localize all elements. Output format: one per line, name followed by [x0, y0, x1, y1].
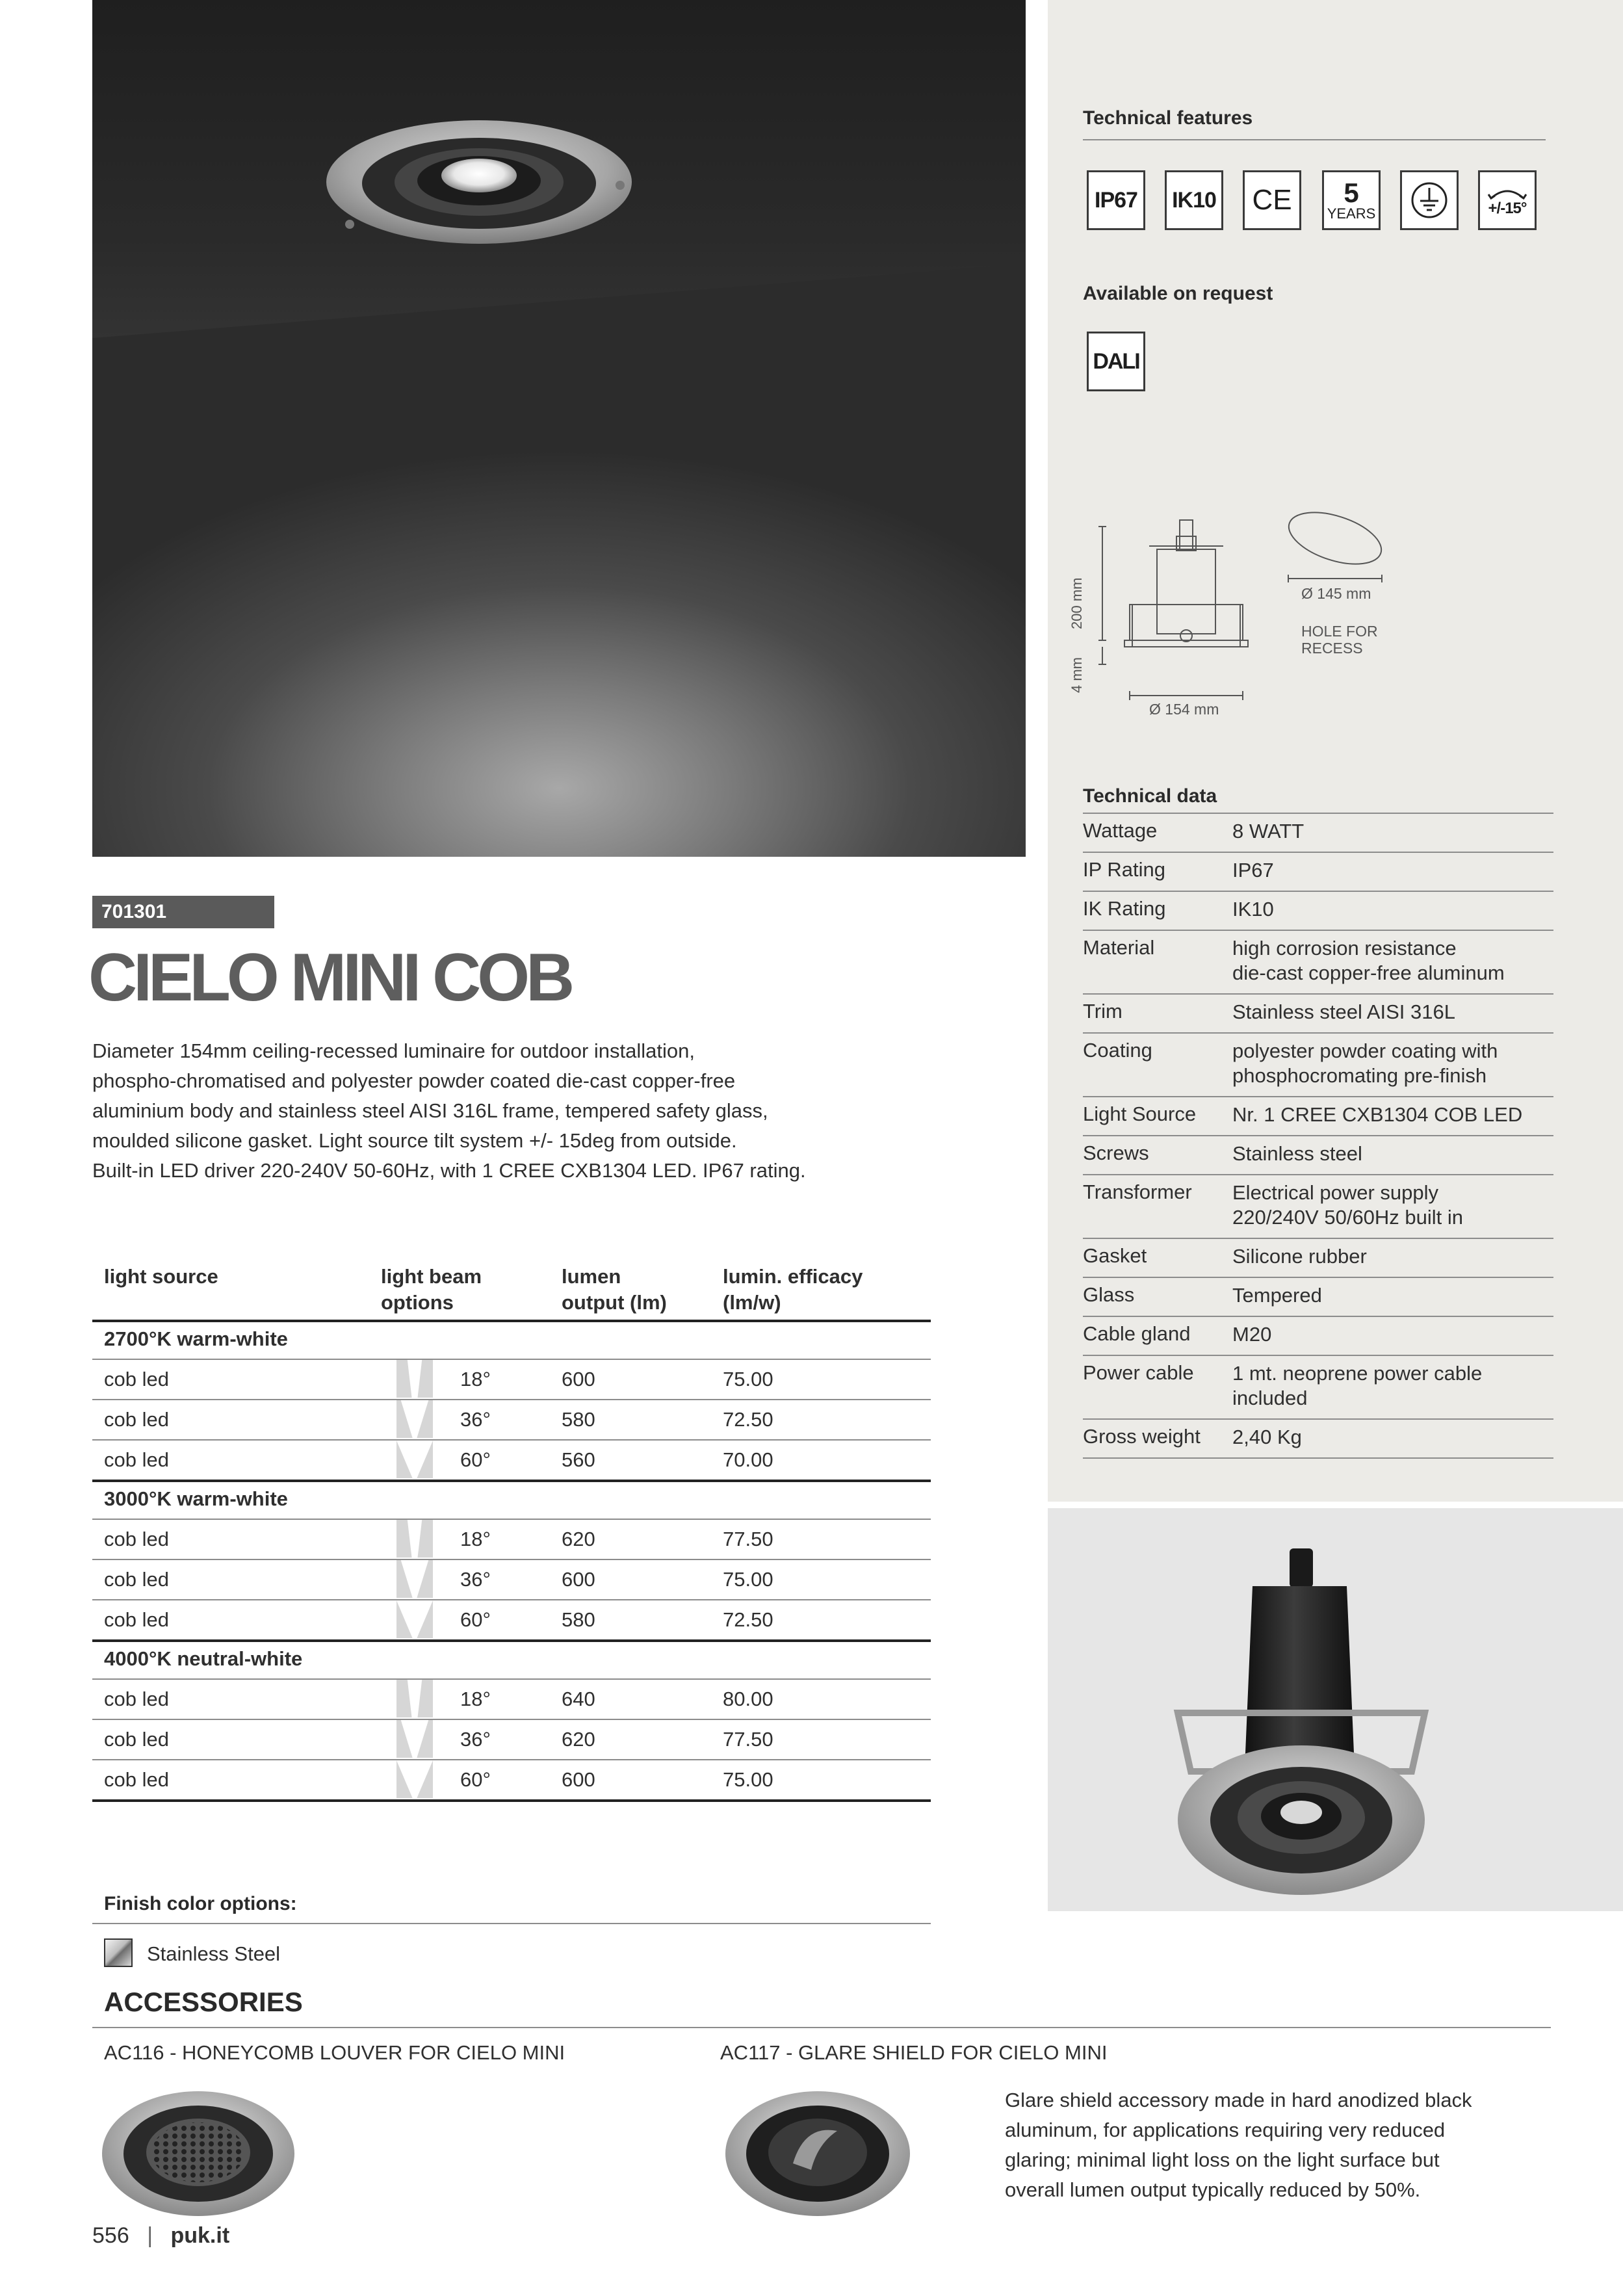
light-source-cell: cob led — [104, 1528, 169, 1550]
product-code: 701301 — [101, 901, 167, 922]
efficacy-cell: 72.50 — [723, 1408, 773, 1431]
table-row — [92, 1519, 931, 1559]
beam-angle-cell: 36° — [460, 1728, 491, 1751]
group-title: 4000°K neutral-white — [104, 1647, 303, 1670]
technical-data-row — [1083, 1141, 1553, 1174]
divider — [1083, 1174, 1553, 1175]
site-link[interactable]: puk.it — [170, 2223, 230, 2248]
table-row — [92, 1399, 931, 1439]
table-row — [92, 1359, 931, 1399]
divider — [92, 2027, 1551, 2028]
column-header-line: light beam — [381, 1265, 482, 1288]
divider — [1083, 813, 1553, 814]
ce-mark-badge: CE — [1243, 170, 1301, 230]
description-line: overall lumen output typically reduced by 50%. — [1005, 2178, 1421, 2201]
lumen-output-cell: 620 — [562, 1528, 595, 1550]
page-number: 556 — [92, 2223, 129, 2248]
technical-data-value-line: 8 WATT — [1232, 820, 1305, 842]
technical-data-value — [1232, 936, 1505, 985]
height-dimension-label: 200 mm — [1069, 577, 1085, 629]
divider — [1083, 1096, 1553, 1097]
description-line: Diameter 154mm ceiling-recessed luminaire for outdoor installation, — [92, 1039, 695, 1062]
lumen-output-cell: 600 — [562, 1568, 595, 1591]
technical-data-value-line: die-cast copper-free aluminum — [1232, 961, 1505, 984]
beam-angle-icon — [396, 1760, 433, 1798]
efficacy-cell: 75.00 — [723, 1568, 773, 1591]
footer-separator: | — [147, 2223, 153, 2248]
ground-icon — [1408, 179, 1451, 222]
beam-angle-icon — [396, 1600, 433, 1638]
description-line: phospho-chromatised and polyester powder coated die-cast copper-free — [92, 1069, 736, 1092]
column-header-line: lumen — [562, 1265, 621, 1288]
description-line: moulded silicone gasket. Light source tilt system +/- 15deg from outside. — [92, 1129, 737, 1152]
technical-data-row — [1083, 897, 1553, 930]
column-header — [562, 1264, 667, 1316]
hole-label-line-1: HOLE FOR — [1301, 623, 1378, 640]
honeycomb-louver-image — [97, 2085, 305, 2222]
description-line: Built-in LED driver 220-240V 50-60Hz, with 1 CREE CXB1304 LED. IP67 rating. — [92, 1159, 806, 1182]
technical-data-row — [1083, 1425, 1553, 1457]
product-luminaire-illustration — [1048, 1508, 1623, 1911]
technical-data-row — [1083, 819, 1553, 852]
lumen-output-cell: 560 — [562, 1448, 595, 1471]
technical-data-value-line: polyester powder coating with — [1232, 1039, 1498, 1062]
technical-data-value-line: 220/240V 50/60Hz built in — [1232, 1206, 1464, 1229]
group-title: 2700°K warm-white — [104, 1327, 288, 1350]
technical-data-row — [1083, 1039, 1553, 1096]
technical-data-value — [1232, 1141, 1362, 1166]
beam-cone — [396, 1441, 433, 1478]
divider — [1083, 852, 1553, 853]
ip67-badge: IP67 — [1087, 170, 1145, 230]
tilt-label: +/-15° — [1488, 200, 1527, 217]
description-line: Glare shield accessory made in hard anodized black — [1005, 2089, 1472, 2111]
technical-data-value-line: Stainless steel — [1232, 1142, 1362, 1165]
group-title: 3000°K warm-white — [104, 1487, 288, 1510]
table-row — [92, 1559, 931, 1599]
beam-angle-icon — [396, 1520, 433, 1558]
lumen-output-cell: 600 — [562, 1368, 595, 1390]
efficacy-cell: 77.50 — [723, 1728, 773, 1751]
lumen-output-cell: 640 — [562, 1688, 595, 1710]
hole-label-line-2: RECESS — [1301, 640, 1363, 657]
table-row — [92, 1719, 931, 1759]
finish-option-label: Stainless Steel — [147, 1942, 281, 1965]
technical-data-key: Power cable — [1083, 1361, 1194, 1384]
technical-data-key: Glass — [1083, 1283, 1135, 1306]
technical-data-value — [1232, 858, 1274, 883]
warranty-badge — [1322, 170, 1381, 230]
technical-data-value-line: IK10 — [1232, 898, 1274, 920]
divider — [92, 1639, 931, 1642]
stainless-steel-swatch[interactable] — [104, 1938, 133, 1967]
efficacy-cell: 77.50 — [723, 1528, 773, 1550]
divider — [92, 1799, 931, 1802]
accessory-ac117-description — [1005, 2085, 1551, 2205]
technical-data-value — [1232, 897, 1274, 922]
beam-cone — [396, 1400, 433, 1438]
product-photo — [1048, 1508, 1623, 1911]
efficacy-cell: 80.00 — [723, 1688, 773, 1710]
technical-data-value-line: M20 — [1232, 1323, 1272, 1346]
beam-cone — [396, 1720, 433, 1758]
technical-data-key: Wattage — [1083, 819, 1158, 842]
technical-data-value-line: IP67 — [1232, 859, 1274, 881]
divider — [1083, 1457, 1553, 1459]
beam-angle-icon — [396, 1360, 433, 1398]
beam-angle-cell: 36° — [460, 1408, 491, 1431]
diameter-label: Ø 154 mm — [1149, 701, 1219, 718]
available-on-request-title: Available on request — [1083, 283, 1273, 304]
divider — [1083, 930, 1553, 931]
beam-cone — [396, 1600, 433, 1638]
technical-data-value — [1232, 1244, 1367, 1269]
divider — [1083, 1032, 1553, 1034]
divider — [1083, 1316, 1553, 1317]
lumen-output-cell: 580 — [562, 1408, 595, 1431]
beam-cone — [396, 1520, 433, 1558]
technical-data-row — [1083, 1244, 1553, 1277]
technical-data-value — [1232, 1102, 1522, 1127]
efficacy-cell: 72.50 — [723, 1608, 773, 1631]
efficacy-cell: 75.00 — [723, 1368, 773, 1390]
light-source-cell: cob led — [104, 1408, 169, 1431]
technical-data-value — [1232, 1361, 1482, 1411]
technical-data-value — [1232, 1181, 1463, 1230]
technical-data-value-line: Nr. 1 CREE CXB1304 COB LED — [1232, 1103, 1523, 1126]
lumen-output-cell: 580 — [562, 1608, 595, 1631]
beam-angle-icon — [396, 1720, 433, 1758]
product-code-tag — [92, 896, 274, 928]
technical-data-key: Trim — [1083, 1000, 1123, 1023]
technical-data-key: IK Rating — [1083, 897, 1166, 920]
ik10-badge: IK10 — [1165, 170, 1223, 230]
technical-data-row — [1083, 1000, 1553, 1032]
technical-data-value — [1232, 819, 1304, 844]
technical-features-title: Technical features — [1083, 107, 1253, 129]
technical-data-value — [1232, 1322, 1271, 1347]
beam-cone — [396, 1760, 433, 1798]
divider — [1083, 891, 1553, 892]
technical-data-key: Cable gland — [1083, 1322, 1191, 1345]
light-source-cell: cob led — [104, 1728, 169, 1751]
table-row — [92, 1759, 931, 1799]
technical-data-value — [1232, 1039, 1498, 1088]
light-source-cell: cob led — [104, 1448, 169, 1471]
tilt-arc-icon — [1486, 184, 1529, 201]
beam-angle-cell: 18° — [460, 1528, 491, 1550]
table-row — [92, 1678, 931, 1719]
divider — [1083, 1238, 1553, 1239]
lumen-output-cell: 600 — [562, 1768, 595, 1791]
light-source-cell: cob led — [104, 1688, 169, 1710]
technical-data-title: Technical data — [1083, 785, 1217, 807]
column-header — [723, 1264, 863, 1316]
technical-data-row — [1083, 1102, 1553, 1135]
divider — [92, 1480, 931, 1482]
technical-data-row — [1083, 1361, 1553, 1418]
dimension-drawing — [1072, 507, 1410, 722]
beam-angle-icon — [396, 1400, 433, 1438]
technical-data-value-line: Electrical power supply — [1232, 1181, 1439, 1204]
technical-data-key: Light Source — [1083, 1102, 1197, 1125]
technical-data-value-line: Silicone rubber — [1232, 1245, 1367, 1268]
beam-angle-cell: 18° — [460, 1368, 491, 1390]
trim-dimension-label: 4 mm — [1069, 657, 1085, 693]
technical-data-value — [1232, 1000, 1455, 1024]
beam-angle-cell: 18° — [460, 1688, 491, 1710]
tilt-badge — [1478, 170, 1537, 230]
light-source-cell: cob led — [104, 1608, 169, 1631]
light-source-cell: cob led — [104, 1568, 169, 1591]
beam-angle-cell: 60° — [460, 1448, 491, 1471]
divider — [1083, 1418, 1553, 1420]
description-line: glaring; minimal light loss on the light surface but — [1005, 2148, 1440, 2171]
technical-data-row — [1083, 1322, 1553, 1355]
beam-cone — [396, 1680, 433, 1717]
technical-data-row — [1083, 936, 1553, 993]
column-header — [104, 1264, 218, 1290]
divider — [1083, 1135, 1553, 1136]
column-header — [381, 1264, 482, 1316]
column-header-line: options — [381, 1291, 454, 1314]
technical-data-value-line: 2,40 Kg — [1232, 1426, 1302, 1448]
technical-data-key: Gross weight — [1083, 1425, 1201, 1448]
ceiling-luminaire-illustration — [92, 0, 1026, 857]
technical-data-value — [1232, 1425, 1302, 1450]
technical-data-value-line: 1 mt. neoprene power cable — [1232, 1362, 1483, 1385]
warranty-years-number: 5 — [1344, 177, 1359, 208]
hole-diameter-label: Ø 145 mm — [1301, 585, 1371, 602]
product-name: CIELO MINI COB — [88, 940, 571, 1015]
finish-title: Finish color options: — [104, 1893, 297, 1914]
lumen-output-cell: 620 — [562, 1728, 595, 1751]
divider — [92, 1320, 931, 1322]
beam-cone — [396, 1560, 433, 1598]
technical-data-key: IP Rating — [1083, 858, 1165, 881]
column-header-line: light source — [104, 1265, 218, 1288]
product-description — [92, 1036, 1002, 1186]
technical-data-key: Transformer — [1083, 1181, 1192, 1203]
accessory-ac116-title: AC116 - HONEYCOMB LOUVER FOR CIELO MINI — [104, 2041, 565, 2064]
accessory-ac117-title: AC117 - GLARE SHIELD FOR CIELO MINI — [720, 2041, 1108, 2064]
hero-photo — [92, 0, 1026, 857]
warranty-years-label: YEARS — [1327, 205, 1376, 222]
divider — [92, 1923, 931, 1924]
beam-cone — [396, 1360, 433, 1398]
light-source-cell: cob led — [104, 1768, 169, 1791]
divider — [1083, 993, 1553, 995]
efficacy-cell: 70.00 — [723, 1448, 773, 1471]
beam-angle-cell: 36° — [460, 1568, 491, 1591]
accessories-title: ACCESSORIES — [104, 1987, 303, 2017]
light-source-cell: cob led — [104, 1368, 169, 1390]
divider — [1083, 1355, 1553, 1356]
efficacy-cell: 75.00 — [723, 1768, 773, 1791]
divider — [1083, 139, 1546, 140]
technical-data-value-line: high corrosion resistance — [1232, 937, 1457, 959]
column-header-line: lumin. efficacy — [723, 1265, 863, 1288]
beam-angle-cell: 60° — [460, 1768, 491, 1791]
ground-badge — [1400, 170, 1459, 230]
description-line: aluminium body and stainless steel AISI 316L frame, tempered safety glass, — [92, 1099, 768, 1122]
column-header-line: output (lm) — [562, 1291, 667, 1314]
beam-angle-icon — [396, 1560, 433, 1598]
technical-data-row — [1083, 858, 1553, 891]
table-row — [92, 1599, 931, 1639]
table-header — [92, 1264, 931, 1316]
technical-data-value-line: Stainless steel AISI 316L — [1232, 1000, 1455, 1023]
description-line: aluminum, for applications requiring very reduced — [1005, 2119, 1446, 2141]
technical-data-row — [1083, 1283, 1553, 1316]
divider — [1083, 1277, 1553, 1278]
technical-data-key: Screws — [1083, 1141, 1149, 1164]
technical-data-key: Coating — [1083, 1039, 1152, 1062]
column-header-line: (lm/w) — [723, 1291, 781, 1314]
beam-angle-cell: 60° — [460, 1608, 491, 1631]
table-row — [92, 1439, 931, 1480]
technical-data-key: Gasket — [1083, 1244, 1147, 1267]
technical-data-value-line: included — [1232, 1387, 1308, 1409]
beam-angle-icon — [396, 1680, 433, 1717]
footer — [92, 2223, 229, 2249]
technical-data-value-line: phosphocromating pre-finish — [1232, 1064, 1487, 1087]
glare-shield-image — [720, 2085, 915, 2222]
dali-badge: DALI — [1087, 332, 1145, 391]
technical-data-key: Material — [1083, 936, 1155, 959]
technical-data-value-line: Tempered — [1232, 1284, 1322, 1307]
technical-data-value — [1232, 1283, 1322, 1308]
beam-angle-icon — [396, 1441, 433, 1478]
technical-data-row — [1083, 1181, 1553, 1238]
